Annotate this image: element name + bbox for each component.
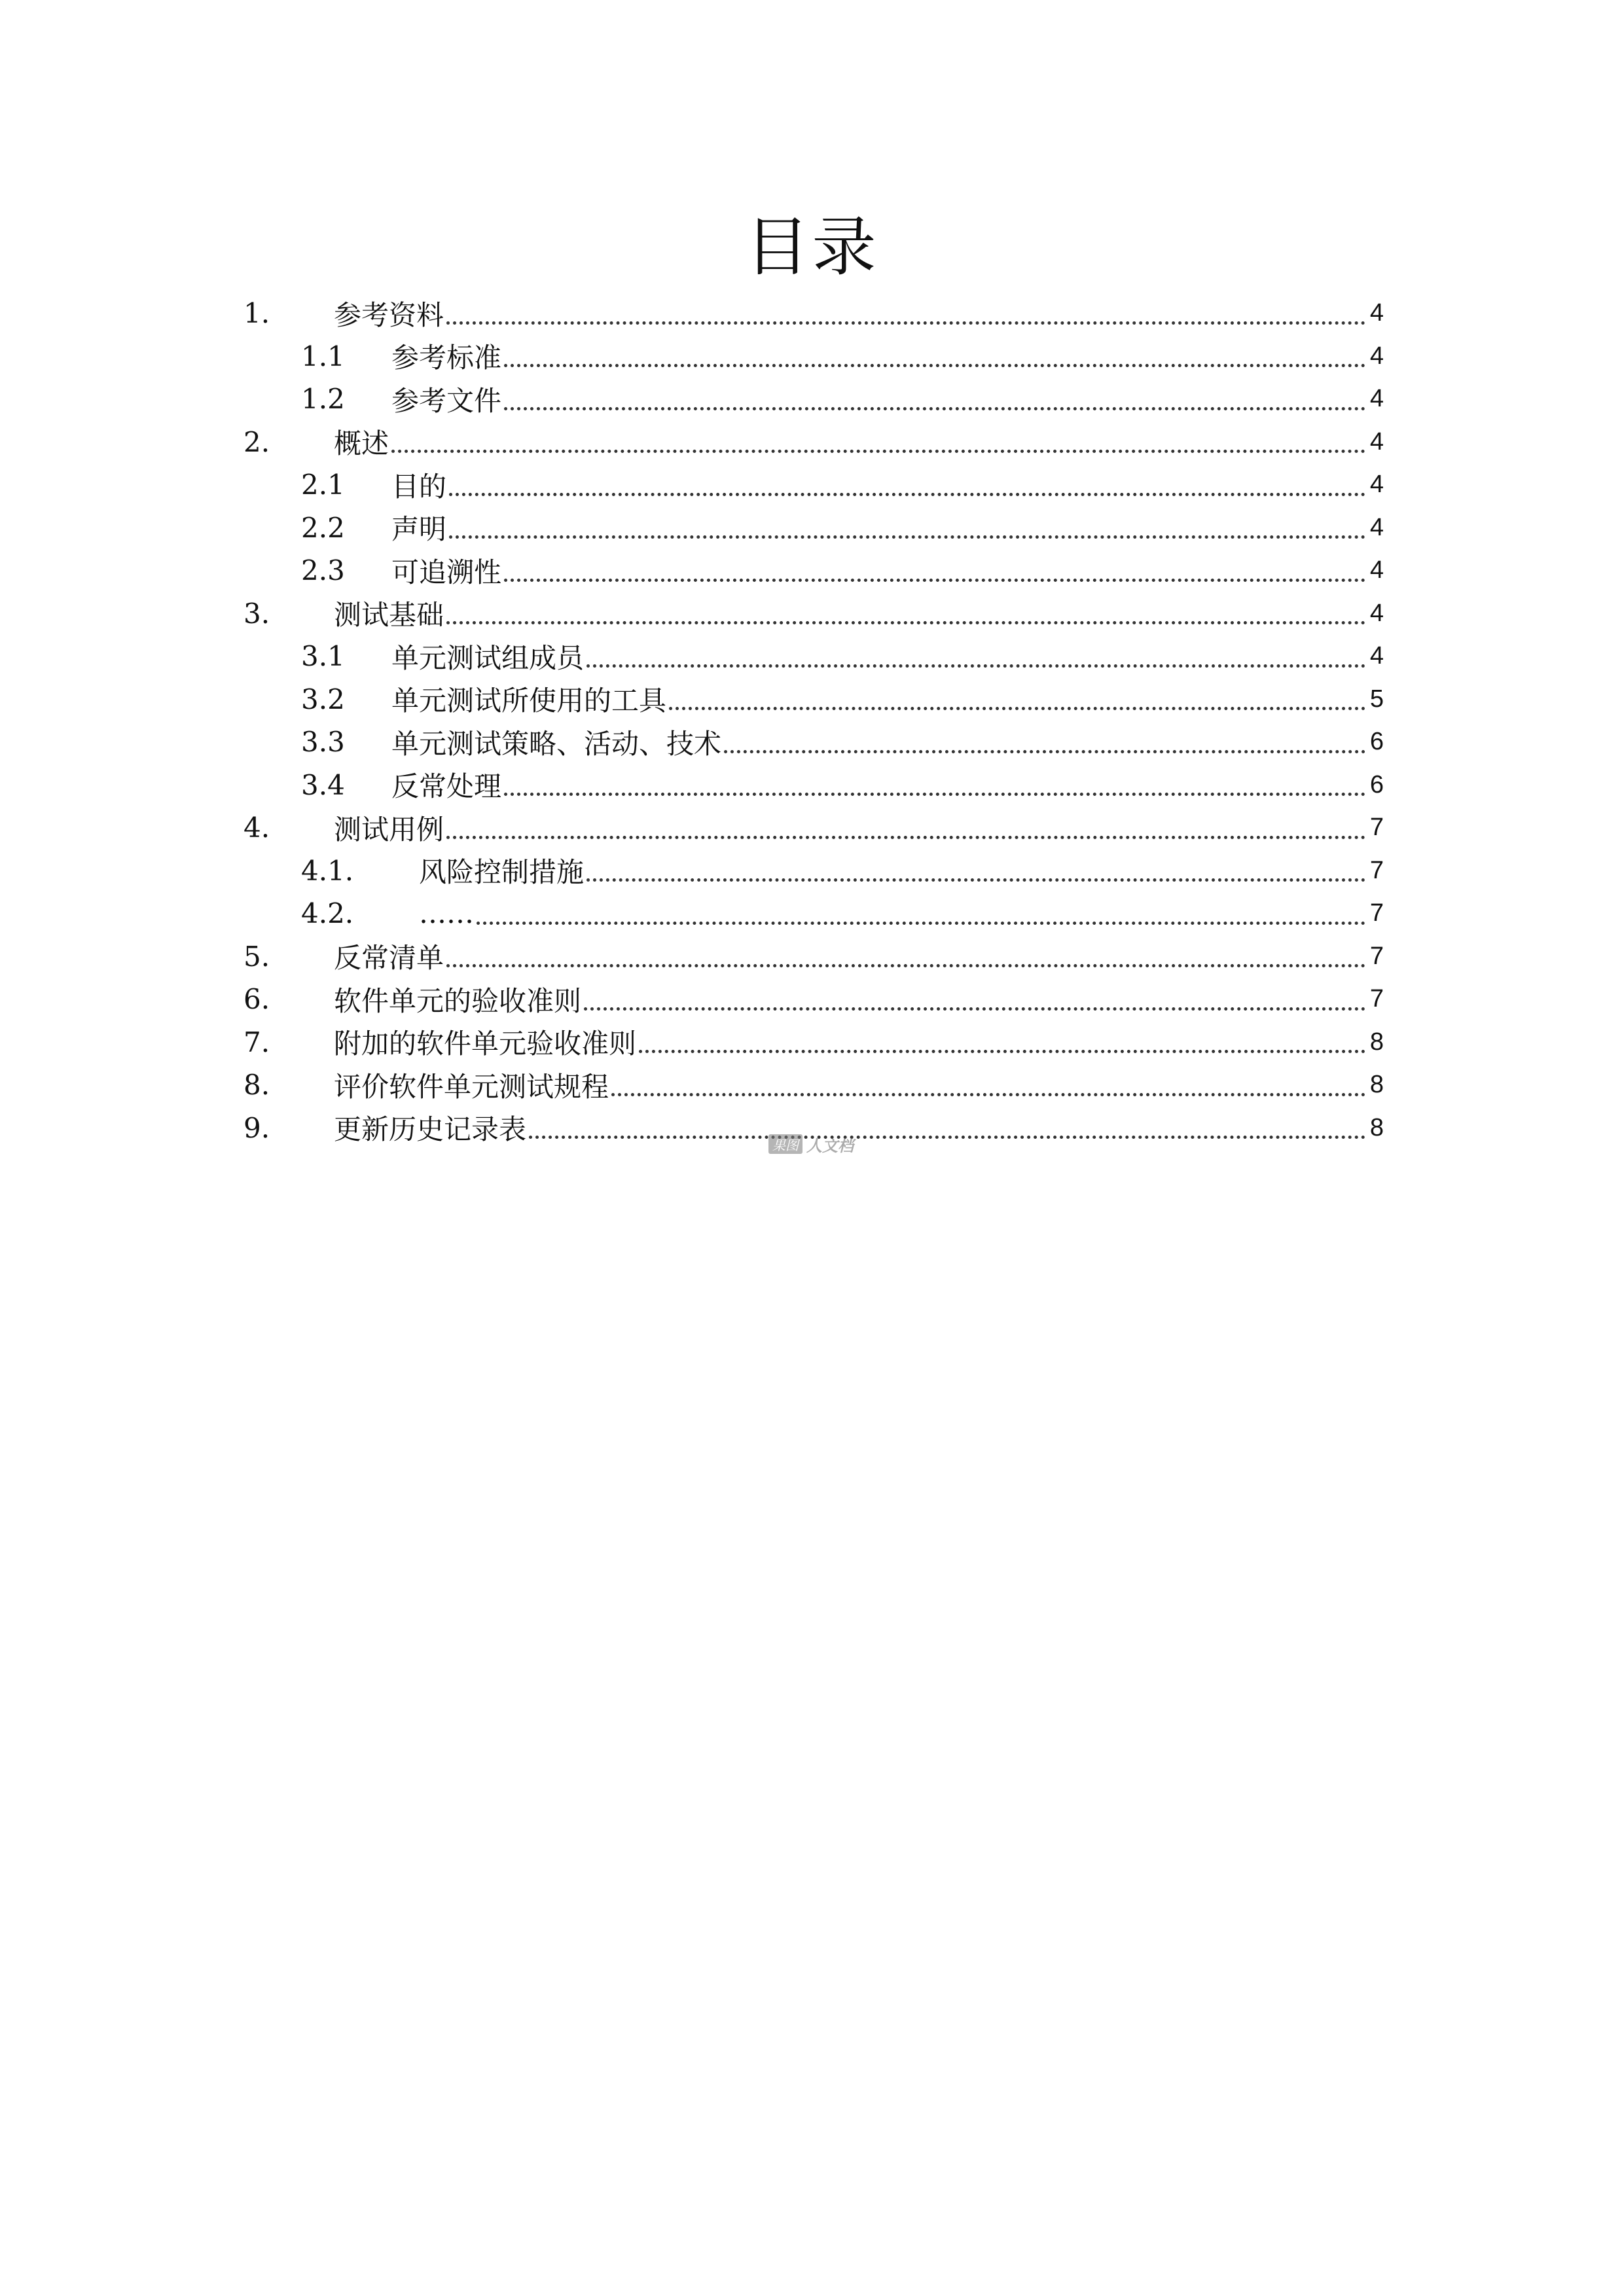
toc-entry[interactable] [244, 850, 1384, 893]
dot-leader [504, 793, 1365, 796]
dot-leader [446, 964, 1365, 967]
toc-number: 4.1. [301, 854, 354, 887]
toc-number: 5. [244, 940, 270, 973]
watermark-box: 果图 [768, 1134, 803, 1154]
toc-page-number: 7 [1369, 899, 1384, 927]
toc-entry[interactable] [244, 378, 1384, 421]
dot-leader [504, 364, 1365, 367]
toc-number: 2.1 [301, 469, 345, 501]
dot-leader [724, 750, 1365, 753]
toc-number: 8. [244, 1069, 270, 1102]
toc-entry[interactable] [244, 1021, 1384, 1064]
toc-entry[interactable] [244, 463, 1384, 507]
toc-entry[interactable] [244, 935, 1384, 978]
toc-number: 7. [244, 1026, 270, 1058]
toc-page-number: 5 [1369, 685, 1384, 713]
toc-label: 反常清单 [334, 942, 444, 975]
toc-entry[interactable] [244, 678, 1384, 721]
dot-leader [446, 321, 1365, 325]
toc-label: …… [419, 897, 474, 930]
dot-leader [446, 621, 1365, 624]
toc-number: 3.1 [301, 640, 345, 673]
toc-label: 单元测试组成员 [391, 641, 585, 674]
toc-label: 反常处理 [391, 770, 502, 803]
dot-leader [639, 1050, 1365, 1053]
toc-page-number: 4 [1369, 642, 1384, 670]
toc-number: 4.2. [301, 897, 354, 930]
toc-number: 1. [244, 297, 270, 330]
toc-number: 3.4 [301, 768, 345, 801]
toc-entry[interactable] [244, 507, 1384, 550]
toc-label: 软件单元的验收准则 [334, 984, 582, 1017]
toc-entry[interactable] [244, 1064, 1384, 1107]
toc-entry[interactable] [244, 806, 1384, 850]
toc-number: 3.3 [301, 726, 345, 759]
toc-page-number: 6 [1369, 728, 1384, 756]
dot-leader [449, 535, 1365, 539]
toc-entry[interactable] [244, 292, 1384, 335]
dot-leader [504, 579, 1365, 582]
toc-label: 单元测试策略、活动、技术 [391, 727, 722, 760]
toc-number: 6. [244, 983, 270, 1016]
toc-page-number: 4 [1369, 427, 1384, 456]
toc-label: 参考资料 [334, 298, 444, 331]
dot-leader [586, 664, 1365, 668]
toc-label: 概述 [334, 427, 389, 460]
toc-page-number: 4 [1369, 471, 1384, 499]
toc-page-number: 7 [1369, 942, 1384, 970]
toc-number: 3.2 [301, 683, 345, 715]
toc-number: 2.2 [301, 511, 345, 544]
dot-leader [529, 1136, 1365, 1139]
dot-leader [391, 450, 1365, 453]
toc-label: 参考标准 [391, 342, 502, 374]
toc-number: 2.3 [301, 554, 345, 587]
toc-page-number: 4 [1369, 599, 1384, 627]
toc-page-number: 4 [1369, 299, 1384, 327]
toc-label: 评价软件单元测试规程 [334, 1070, 609, 1103]
toc-label: 声明 [391, 513, 447, 546]
dot-leader [449, 493, 1365, 496]
toc-number: 9. [244, 1111, 270, 1144]
toc-label: 可追溯性 [391, 556, 502, 588]
toc-label: 测试基础 [334, 599, 444, 632]
toc-entry[interactable] [244, 721, 1384, 764]
toc-label: 风险控制措施 [419, 856, 585, 889]
watermark-logo [768, 1134, 865, 1155]
dot-leader [586, 878, 1365, 882]
toc-label: 参考文件 [391, 384, 502, 417]
toc-page-number: 8 [1369, 1071, 1384, 1099]
toc-number: 4. [244, 812, 270, 844]
dot-leader [611, 1093, 1365, 1096]
toc-page-number: 8 [1369, 1028, 1384, 1056]
dot-leader [504, 407, 1365, 410]
dot-leader [584, 1007, 1365, 1011]
toc-title: 目录 [745, 210, 879, 285]
toc-label: 目的 [391, 470, 447, 503]
toc-number: 1.2 [301, 383, 345, 416]
toc-label: 测试用例 [334, 813, 444, 846]
toc-page-number: 4 [1369, 556, 1384, 584]
toc-page-number: 4 [1369, 513, 1384, 541]
toc-page-number: 4 [1369, 342, 1384, 370]
toc-number: 2. [244, 425, 270, 458]
watermark-text: 人文档 [806, 1136, 854, 1155]
toc-page-number: 4 [1369, 385, 1384, 413]
toc-entry[interactable] [244, 592, 1384, 636]
toc-label: 更新历史记录表 [334, 1113, 527, 1146]
toc-entry[interactable] [244, 764, 1384, 807]
toc-entry[interactable] [244, 335, 1384, 378]
table-of-contents [244, 292, 1384, 1149]
toc-label: 单元测试所使用的工具 [391, 685, 667, 717]
dot-leader [477, 922, 1365, 925]
toc-number: 1.1 [301, 340, 345, 372]
toc-number: 3. [244, 597, 270, 630]
toc-entry[interactable] [244, 549, 1384, 592]
toc-page-number: 7 [1369, 814, 1384, 842]
toc-page-number: 7 [1369, 856, 1384, 884]
toc-entry[interactable] [244, 635, 1384, 678]
toc-entry[interactable] [244, 978, 1384, 1021]
toc-entry[interactable] [244, 421, 1384, 464]
toc-page-number: 6 [1369, 770, 1384, 798]
toc-label: 附加的软件单元验收准则 [334, 1028, 637, 1060]
toc-entry[interactable] [244, 892, 1384, 935]
dot-leader [446, 836, 1365, 839]
dot-leader [669, 707, 1365, 710]
toc-page-number: 8 [1369, 1113, 1384, 1141]
toc-page-number: 7 [1369, 985, 1384, 1013]
